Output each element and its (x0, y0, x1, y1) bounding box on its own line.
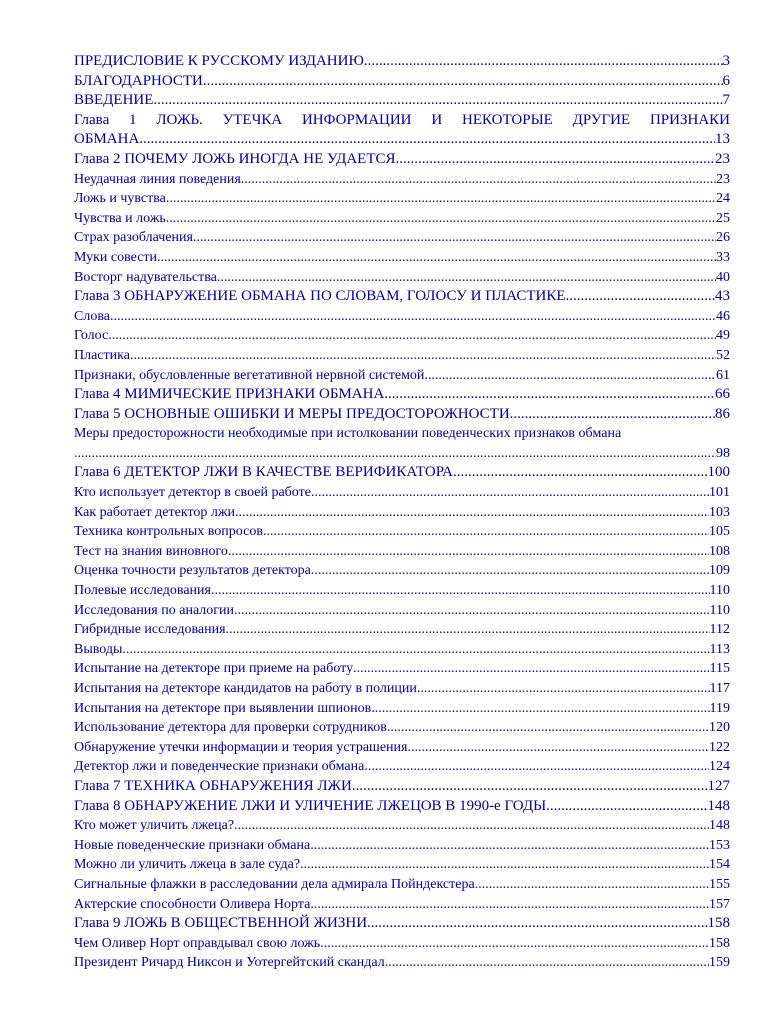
dot-leader (352, 777, 708, 797)
dot-leader (566, 287, 715, 307)
toc-entry[interactable] (74, 757, 730, 777)
toc-entry-page: 100 (707, 464, 730, 481)
toc-entry-title: Актерские способности Оливера Норта (74, 896, 311, 912)
toc-entry-title: Гибридные исследования (74, 622, 226, 638)
toc-entry-page: 117 (709, 681, 730, 696)
dot-leader (475, 875, 709, 895)
toc-entry-title: Глава 9 ЛОЖЬ В ОБЩЕСТВЕННОЙ ЖИЗНИ (74, 915, 368, 932)
table-of-contents (74, 52, 730, 973)
toc-entry-page: 127 (707, 777, 730, 794)
toc-entry-title: Чувства и ложь (74, 210, 166, 226)
toc-entry[interactable] (74, 797, 730, 817)
toc-entry-page: 158 (707, 915, 730, 932)
dot-leader (108, 326, 716, 346)
toc-entry[interactable] (74, 307, 730, 327)
toc-entry-title: Испытания на детекторе при выявлении шпионов (74, 700, 372, 716)
dot-leader (139, 130, 715, 150)
toc-entry-page: 119 (709, 700, 730, 716)
dot-leader (74, 444, 716, 464)
toc-entry[interactable] (74, 130, 730, 150)
toc-entry[interactable] (74, 934, 730, 954)
toc-entry-title: Меры предосторожности необходимые при истолковании поведенческих признаков обмана (74, 426, 622, 442)
toc-entry-title: Кто использует детектор в своей работе (74, 485, 311, 501)
toc-entry-title: Тест на знания виновного (74, 543, 228, 559)
toc-entry[interactable] (74, 287, 730, 307)
dot-leader (385, 953, 709, 973)
toc-entry[interactable] (74, 836, 730, 856)
toc-entry[interactable] (74, 699, 730, 719)
toc-entry-title: Испытание на детекторе при приеме на работу (74, 661, 354, 677)
toc-entry-page: 13 (715, 131, 730, 148)
dot-leader (367, 914, 707, 934)
toc-entry[interactable] (74, 170, 730, 190)
toc-entry-title: Обнаружение утечки информации и теория устрашения (74, 739, 408, 755)
toc-entry-title: Глава 3 ОБНАРУЖЕНИЕ ОБМАНА ПО СЛОВАМ, ГОЛОСУ И ПЛАСТИКЕ (74, 288, 566, 305)
toc-entry-page: 120 (709, 720, 730, 736)
toc-entry-title: Восторг надувательства (74, 269, 217, 285)
toc-entry-page: 26 (716, 230, 730, 246)
toc-entry[interactable] (74, 601, 730, 621)
toc-entry[interactable] (74, 855, 730, 875)
toc-entry-title: Глава 8 ОБНАРУЖЕНИЕ ЛЖИ И УЛИЧЕНИЕ ЛЖЕЦОВ В 1990-е ГОДЫ (74, 797, 547, 814)
toc-entry-page: 43 (715, 288, 730, 305)
toc-entry[interactable] (74, 483, 730, 503)
toc-entry-page: 109 (709, 563, 730, 579)
toc-entry-title: Использование детектора для проверки сотрудников (74, 720, 387, 736)
toc-entry-page: 122 (709, 739, 730, 755)
toc-entry-page: 110 (709, 583, 730, 599)
dot-leader (263, 522, 709, 542)
toc-entry-title: Президент Ричард Никсон и Уотергейтский скандал (74, 955, 385, 971)
dot-leader (234, 816, 709, 836)
toc-entry[interactable] (74, 561, 730, 581)
dot-leader (546, 797, 707, 817)
toc-entry-title: ПРЕДИСЛОВИЕ К РУССКОМУ ИЗДАНИЮ (74, 53, 364, 69)
toc-entry-title: Новые поведенческие признаки обмана (74, 837, 311, 853)
dot-leader (311, 561, 709, 581)
dot-leader (353, 659, 709, 679)
dot-leader (364, 52, 723, 72)
toc-entry[interactable] (74, 268, 730, 288)
toc-entry[interactable] (74, 150, 730, 170)
toc-entry-page: 154 (709, 857, 730, 873)
toc-entry[interactable] (74, 875, 730, 895)
toc-entry-title: Как работает детектор лжи (74, 504, 236, 520)
toc-entry[interactable] (74, 385, 730, 405)
dot-leader (424, 366, 716, 386)
toc-entry-title: Чем Оливер Норт оправдывал свою ложь (74, 935, 321, 951)
toc-entry-page: 23 (715, 150, 730, 167)
toc-entry[interactable] (74, 718, 730, 738)
toc-entry[interactable] (74, 581, 730, 601)
toc-entry-page: 40 (716, 269, 730, 285)
toc-entry[interactable] (74, 424, 730, 444)
toc-entry-title: ВВЕДЕНИЕ (74, 92, 154, 109)
toc-entry[interactable] (74, 777, 730, 797)
dot-leader (130, 346, 716, 366)
toc-entry-title: Выводы (74, 641, 123, 657)
toc-entry[interactable] (74, 738, 730, 758)
toc-entry-page: 101 (709, 485, 730, 501)
dot-leader (110, 307, 716, 327)
dot-leader (217, 268, 716, 288)
toc-entry-title: Полевые исследования (74, 583, 211, 599)
toc-entry[interactable] (74, 72, 730, 92)
toc-entry-page: 61 (716, 367, 730, 383)
toc-entry-page: 7 (722, 92, 730, 109)
dot-leader (384, 385, 715, 405)
toc-entry-title: Глава 7 ТЕХНИКА ОБНАРУЖЕНИЯ ЛЖИ (74, 777, 352, 794)
toc-entry-title: Испытания на детекторе кандидатов на работу в полиции (74, 681, 417, 696)
dot-leader (407, 738, 709, 758)
toc-entry[interactable] (74, 248, 730, 268)
toc-entry-page: 110 (709, 602, 730, 618)
dot-leader (241, 170, 716, 190)
dot-leader (157, 248, 716, 268)
dot-leader (211, 581, 710, 601)
toc-entry-title: Неудачная линия поведения (74, 171, 241, 187)
toc-entry-page: 157 (709, 896, 730, 912)
toc-entry-page: 86 (715, 405, 730, 422)
dot-leader (235, 503, 709, 523)
toc-entry[interactable] (74, 366, 730, 386)
toc-entry-page: 112 (709, 622, 730, 638)
toc-entry-title: ОБМАНА (74, 131, 140, 148)
dot-leader (311, 483, 709, 503)
dot-leader (371, 699, 709, 719)
dot-leader (310, 836, 709, 856)
dot-leader (166, 209, 716, 229)
dot-leader (417, 679, 710, 699)
toc-entry-title: Слова (74, 308, 110, 324)
toc-entry-title: Детектор лжи и поведенческие признаки обмана (74, 759, 365, 775)
toc-entry[interactable] (74, 91, 730, 111)
toc-entry-page: 155 (709, 876, 730, 892)
dot-leader (203, 72, 723, 92)
dot-leader (387, 718, 709, 738)
toc-entry-page: 158 (709, 935, 730, 951)
toc-entry[interactable] (74, 463, 730, 483)
toc-entry-title: Муки совести (74, 249, 158, 265)
toc-entry[interactable] (74, 444, 730, 464)
toc-entry-title: Глава 6 ДЕТЕКТОР ЛЖИ В КАЧЕСТВЕ ВЕРИФИКАТОРА (74, 464, 453, 481)
toc-entry-title: Голос (74, 328, 109, 344)
toc-entry-page: 148 (707, 797, 730, 814)
toc-entry[interactable] (74, 189, 730, 209)
toc-entry-title: Кто может уличить лжеца? (74, 818, 235, 834)
toc-entry[interactable] (74, 346, 730, 366)
toc-entry-page: 25 (716, 210, 730, 226)
toc-entry-title: Глава 2 ПОЧЕМУ ЛОЖЬ ИНОГДА НЕ УДАЕТСЯ (74, 150, 396, 167)
toc-entry-page: 159 (709, 955, 730, 971)
toc-entry-title: Оценка точности результатов детектора (74, 563, 311, 579)
toc-entry[interactable] (74, 953, 730, 973)
toc-entry[interactable] (74, 503, 730, 523)
toc-entry[interactable] (74, 620, 730, 640)
toc-entry[interactable] (74, 522, 730, 542)
dot-leader (122, 640, 709, 660)
dot-leader (226, 620, 710, 640)
toc-entry[interactable] (74, 228, 730, 248)
dot-leader (396, 150, 716, 170)
dot-leader (166, 189, 716, 209)
dot-leader (453, 463, 708, 483)
toc-entry-title: Пластика (74, 347, 130, 363)
toc-entry-page: 153 (709, 837, 730, 853)
toc-entry-page: 115 (709, 661, 730, 677)
dot-leader (320, 934, 709, 954)
dot-leader (193, 228, 716, 248)
toc-entry-page: 105 (709, 524, 730, 540)
toc-entry-page: 66 (715, 386, 730, 403)
toc-entry[interactable] (74, 659, 730, 679)
toc-entry-title: БЛАГОДАРНОСТИ (74, 72, 203, 89)
toc-entry-title: Глава 5 ОСНОВНЫЕ ОШИБКИ И МЕРЫ ПРЕДОСТОРОЖНОСТИ (74, 405, 510, 422)
dot-leader (234, 601, 710, 621)
toc-entry[interactable] (74, 914, 730, 934)
toc-entry[interactable] (74, 679, 730, 699)
toc-entry-page: 113 (709, 641, 730, 657)
toc-entry[interactable] (74, 326, 730, 346)
toc-entry[interactable] (74, 895, 730, 915)
toc-entry-page: 46 (716, 308, 730, 324)
toc-entry-page: 49 (716, 328, 730, 344)
dot-leader (310, 895, 709, 915)
toc-entry-title: Можно ли уличить лжеца в зале суда? (74, 857, 301, 873)
toc-entry-page: 108 (709, 543, 730, 559)
toc-entry-page: 33 (716, 249, 730, 265)
toc-entry-title: Исследования по аналогии (74, 602, 234, 618)
toc-entry[interactable] (74, 816, 730, 836)
toc-entry-title: Сигнальные флажки в расследовании дела адмирала Пойндекстера (74, 876, 475, 892)
toc-entry-title: Признаки, обусловленные вегетативной нервной системой (74, 367, 425, 383)
toc-entry-title: Ложь и чувства (74, 191, 166, 207)
toc-entry-page: 3 (722, 53, 730, 69)
toc-entry-page: 124 (709, 759, 730, 775)
toc-entry[interactable] (74, 542, 730, 562)
toc-entry-title: Техника контрольных вопросов (74, 524, 263, 540)
toc-entry-title: Страх разоблачения (74, 230, 193, 246)
toc-entry[interactable] (74, 209, 730, 229)
toc-entry[interactable] (74, 52, 730, 72)
dot-leader (364, 757, 709, 777)
dot-leader (510, 405, 715, 425)
toc-entry[interactable] (74, 111, 730, 131)
toc-entry-page: 6 (722, 72, 730, 89)
toc-entry-page: 52 (716, 347, 730, 363)
toc-entry[interactable] (74, 640, 730, 660)
toc-entry-title: Глава 1 ЛОЖЬ. УТЕЧКА ИНФОРМАЦИИ И НЕКОТОРЫЕ ДРУГИЕ ПРИЗНАКИ (74, 111, 730, 128)
dot-leader (153, 91, 722, 111)
toc-entry[interactable] (74, 405, 730, 425)
dot-leader (300, 855, 709, 875)
dot-leader (228, 542, 709, 562)
toc-entry-title: Глава 4 МИМИЧЕСКИЕ ПРИЗНАКИ ОБМАНА (74, 386, 385, 403)
toc-entry-page: 148 (709, 818, 730, 834)
toc-entry-page: 24 (716, 191, 730, 207)
toc-entry-page: 103 (709, 504, 730, 520)
toc-entry-page: 23 (716, 171, 730, 187)
toc-entry-page: 98 (716, 445, 730, 461)
